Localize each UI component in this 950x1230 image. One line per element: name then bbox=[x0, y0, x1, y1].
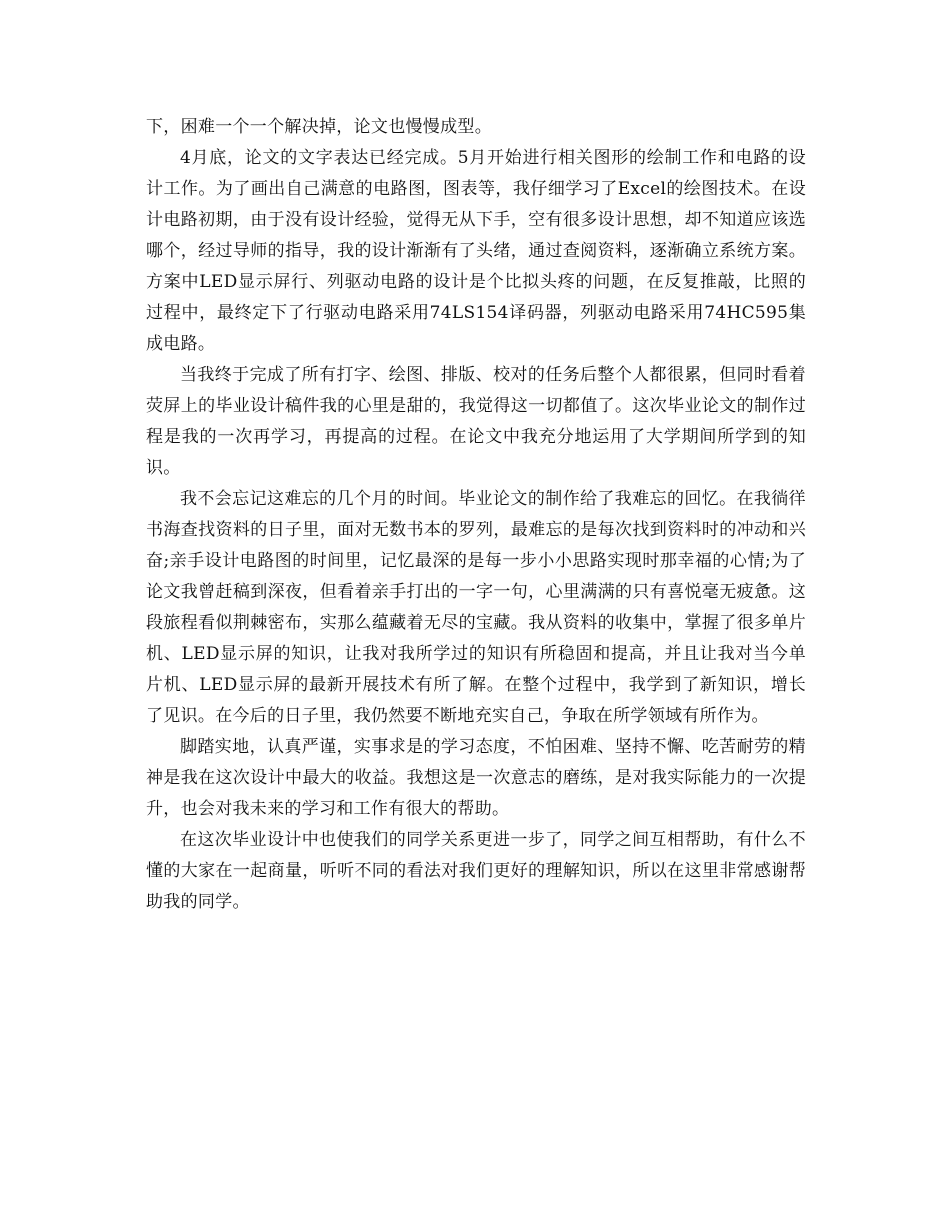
paragraph-circuit-design: 4月底，论文的文字表达已经完成。5月开始进行相关图形的绘制工作和电路的设计工作。为了画出自己满意的电路图，图表等，我仔细学习了Excel的绘图技术。在设计电路初期，由于没有设计经验，觉得无从下手，空有很多设计思想，却不知道应该选哪个，经过导师的指导，我的设计渐渐有了头绪，通过查阅资料，逐渐确立系统方案。方案中LED显示屏行、列驱动电路的设计是个比拟头疼的问题，在反复推敲，比照的过程中，最终定下了行驱动电路采用74LS154译码器，列驱动电路采用74HC595集成电路。 bbox=[146, 148, 806, 354]
paragraph-attitude: 脚踏实地，认真严谨，实事求是的学习态度，不怕困难、坚持不懈、吃苦耐劳的精神是我在这次设计中最大的收益。我想这是一次意志的磨练，是对我实际能力的一次提升，也会对我未来的学习和工作有很大的帮助。 bbox=[146, 737, 806, 819]
paragraph-continuation: 下，困难一个一个解决掉，论文也慢慢成型。 bbox=[146, 117, 492, 137]
paragraph-memories: 我不会忘记这难忘的几个月的时间。毕业论文的制作给了我难忘的回忆。在我徜徉书海查找资料的日子里，面对无数书本的罗列，最难忘的是每次找到资料时的冲动和兴奋;亲手设计电路图的时间里，记忆最深的是每一步小小思路实现时那幸福的心情;为了论文我曾赶稿到深夜，但看着亲手打出的一字一句，心里满满的只有喜悦毫无疲惫。这段旅程看似荆棘密布，实那么蕴藏着无尽的宝藏。我从资料的收集中，掌握了很多单片机、LED显示屏的知识，让我对我所学过的知识有所稳固和提高，并且让我对当今单片机、LED显示屏的最新开展技术有所了解。在整个过程中，我学到了新知识，增长了见识。在今后的日子里，我仍然要不断地充实自己，争取在所学领域有所作为。 bbox=[146, 489, 806, 726]
document-body bbox=[146, 112, 806, 918]
paragraph-classmates: 在这次毕业设计中也使我们的同学关系更进一步了，同学之间互相帮助，有什么不懂的大家在一起商量，听听不同的看法对我们更好的理解知识，所以在这里非常感谢帮助我的同学。 bbox=[146, 830, 806, 912]
paragraph-completion: 当我终于完成了所有打字、绘图、排版、校对的任务后整个人都很累，但同时看着荧屏上的毕业设计稿件我的心里是甜的，我觉得这一切都值了。这次毕业论文的制作过程是我的一次再学习，再提高的过程。在论文中我充分地运用了大学期间所学到的知识。 bbox=[146, 365, 806, 478]
